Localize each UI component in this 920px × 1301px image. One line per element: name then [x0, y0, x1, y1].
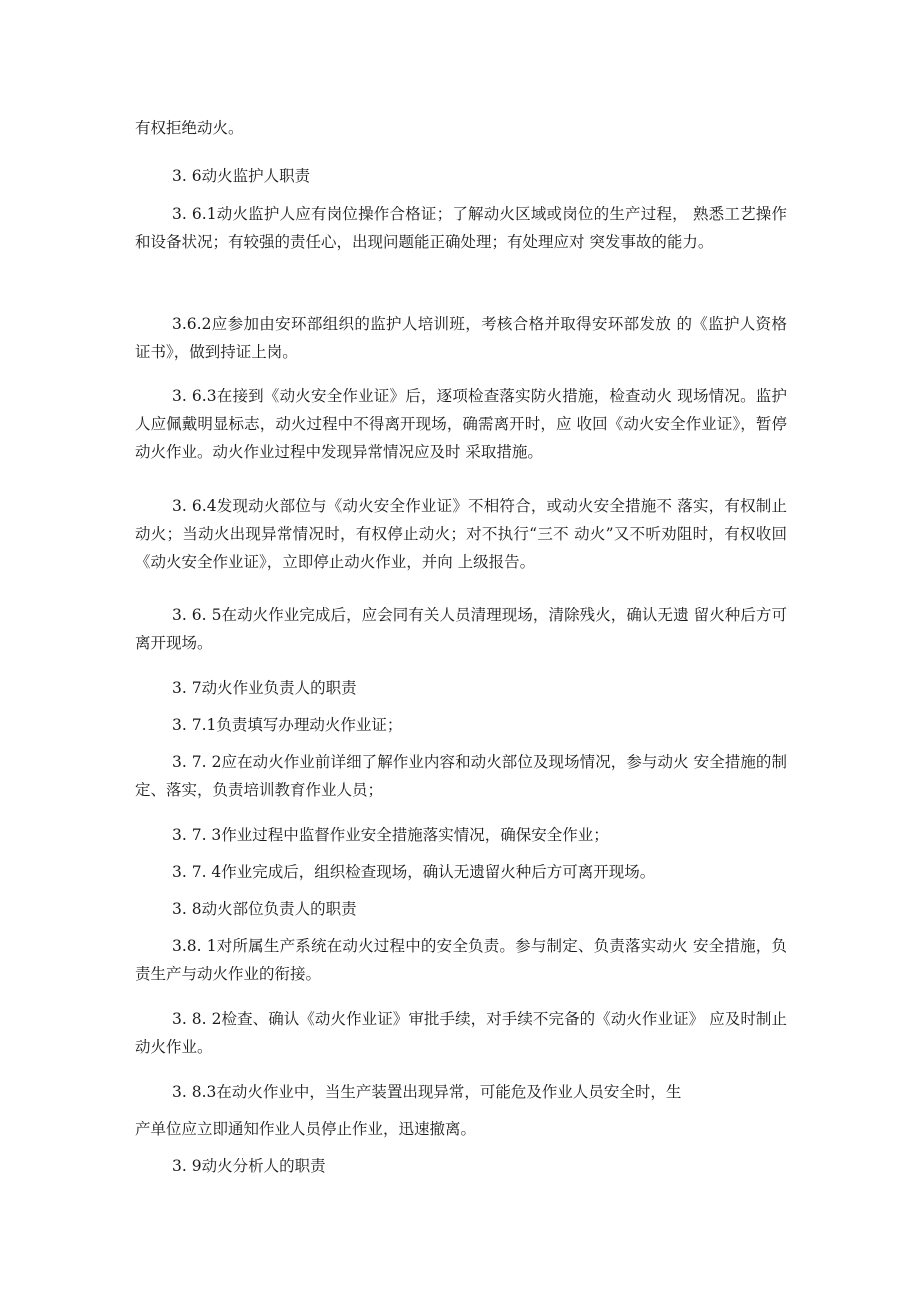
paragraph-continuation: 有权拒绝动火。 [135, 119, 244, 137]
heading-3-7: 3. 7动火作业负责人的职责 [172, 679, 357, 697]
paragraph-3-6-3: 3. 6.3在接到《动火安全作业证》后，逐项检查落实防火措施，检查动火 现场情况。监护人应佩戴明显标志，动火过程中不得离开现场，确需离开时，应 收回《动火安全作业证》，暂停动火作业。动火作业过程中发现异常情况应及时 采取措施。 [135, 387, 787, 461]
paragraph-3-7-2: 3. 7. 2应在动火作业前详细了解作业内容和动火部位及现场情况，参与动火 安全措施的制定、落实，负责培训教育作业人员； [135, 753, 787, 799]
paragraph-3-7-3: 3. 7. 3作业过程中监督作业安全措施落实情况，确保安全作业； [172, 826, 609, 844]
paragraph-3-6-1: 3. 6.1动火监护人应有岗位操作合格证；了解动火区域或岗位的生产过程， 熟悉工艺操作和设备状况；有较强的责任心，出现问题能正确处理；有处理应对 突发事故的能力。 [135, 205, 787, 251]
heading-3-8: 3. 8动火部位负责人的职责 [172, 900, 357, 918]
paragraph-3-7-4: 3. 7. 4作业完成后，组织检查现场，确认无遗留火种后方可离开现场。 [172, 863, 656, 881]
heading-3-9: 3. 9动火分析人的职责 [172, 1157, 326, 1175]
paragraph-3-8-2: 3. 8. 2检查、确认《动火作业证》审批手续，对手续不完备的《动火作业证》 应及时制止动火作业。 [135, 1010, 787, 1056]
paragraph-3-8-1: 3.8. 1对所属生产系统在动火过程中的安全负责。参与制定、负责落实动火 安全措施，负责生产与动火作业的衔接。 [135, 937, 787, 983]
paragraph-3-6-4: 3. 6.4发现动火部位与《动火安全作业证》不相符合，或动火安全措施不 落实，有权制止动火；当动火出现异常情况时，有权停止动火；对不执行“三不 动火”又不听劝阻时，有权收回《动火安全作业证》，立即停止动火作业，并向 上级报告。 [135, 497, 787, 571]
paragraph-3-8-3-continued: 产单位应立即通知作业人员停止作业，迅速撤离。 [135, 1120, 477, 1138]
paragraph-3-6-5: 3. 6. 5在动火作业完成后，应会同有关人员清理现场，清除残火，确认无遗 留火种后方可离开现场。 [135, 606, 787, 652]
paragraph-3-7-1: 3. 7.1负责填写办理动火作业证； [172, 716, 403, 734]
paragraph-3-8-3: 3. 8.3在动火作业中，当生产装置出现异常，可能危及作业人员安全时，生 [172, 1083, 682, 1101]
heading-3-6: 3. 6动火监护人职责 [172, 167, 311, 185]
paragraph-3-6-2: 3.6.2应参加由安环部组织的监护人培训班，考核合格并取得安环部发放 的《监护人资格证书》，做到持证上岗。 [135, 315, 787, 361]
